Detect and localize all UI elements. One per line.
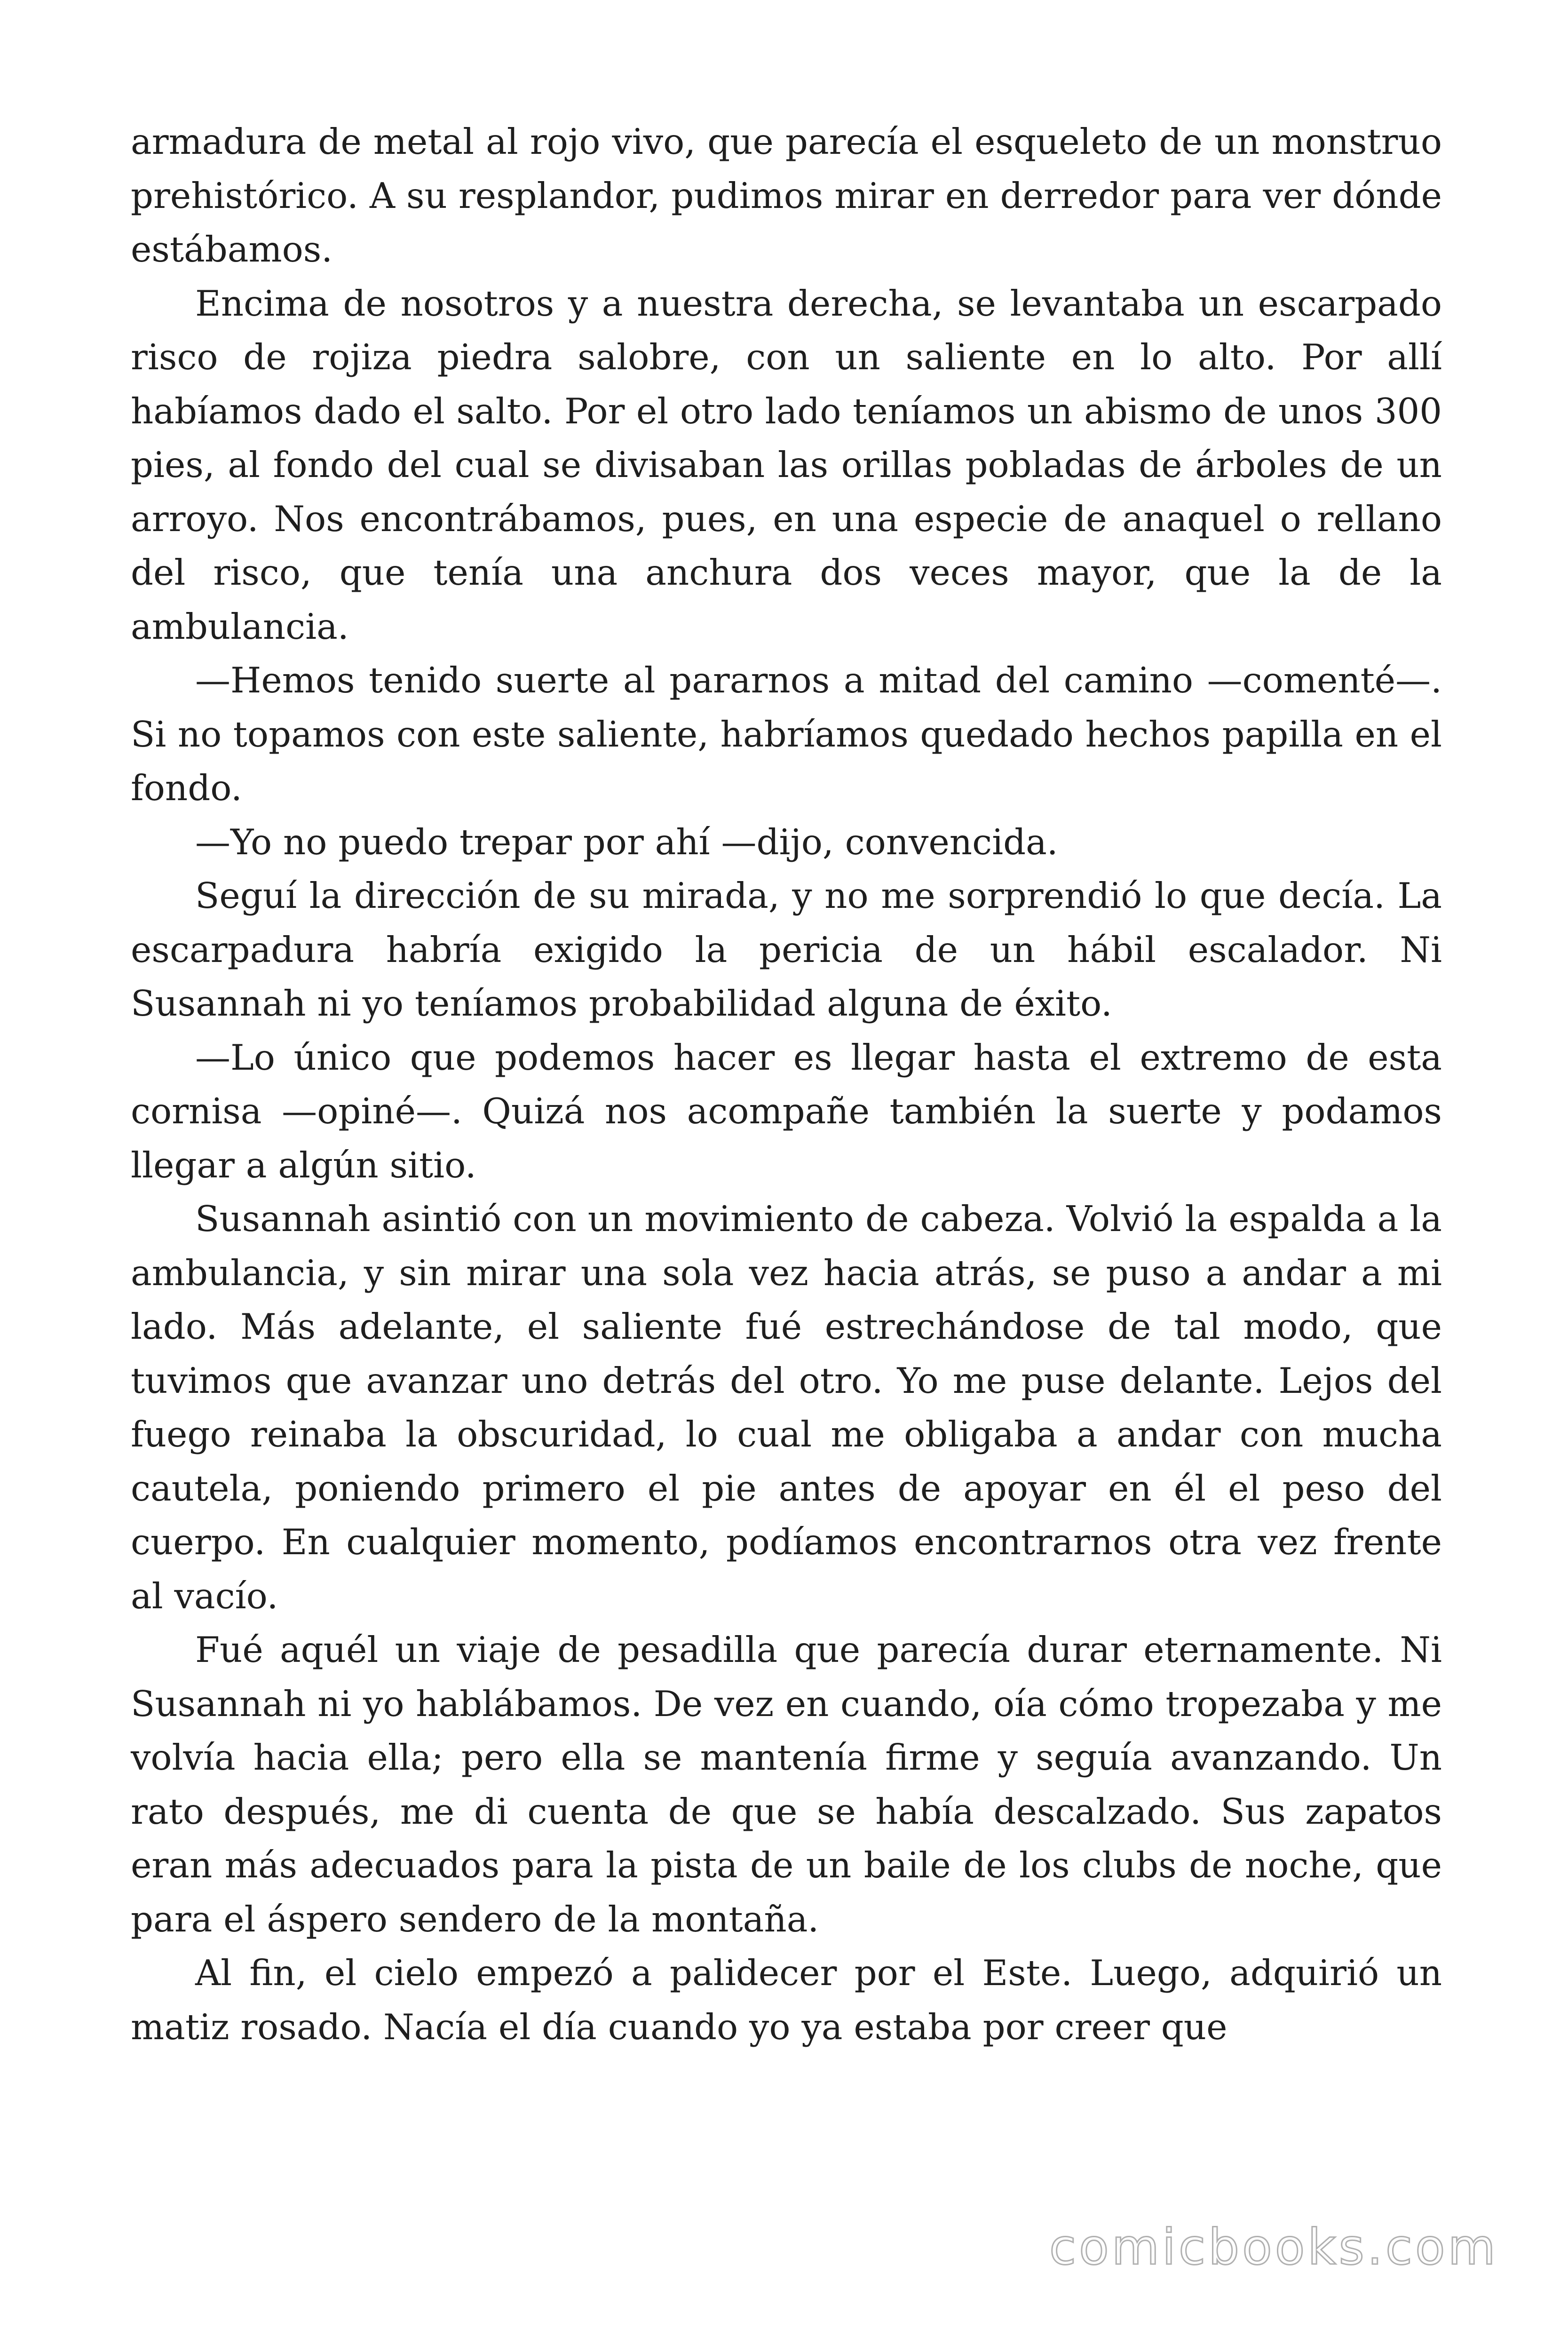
- paragraph: Al fin, el cielo empezó a palidecer por el Este. Luego, adquirió un matiz rosado. Nacía el día cuando yo ya estaba por creer que: [131, 1952, 1442, 2048]
- paragraph-dialogue: —Yo no puedo trepar por ahí —dijo, convencida.: [195, 821, 1058, 863]
- page-body-text: [131, 115, 1442, 2054]
- paragraph-dialogue: —Hemos tenido suerte al pararnos a mitad del camino —comenté—. Si no topamos con este saliente, habríamos quedado hechos papilla en el fondo.: [131, 660, 1442, 809]
- paragraph: Seguí la dirección de su mirada, y no me sorprendió lo que decía. La escarpadura habría exigido la pericia de un hábil escalador. Ni Susannah ni yo teníamos probabilidad alguna de éxito.: [131, 875, 1442, 1024]
- paragraph-dialogue: —Lo único que podemos hacer es llegar hasta el extremo de esta cornisa —opiné—. Quizá nos acompañe también la suerte y podamos llegar a algún sitio.: [131, 1036, 1442, 1186]
- paragraph: Fué aquél un viaje de pesadilla que parecía durar eternamente. Ni Susannah ni yo hablábamos. De vez en cuando, oía cómo tropezaba y me volvía hacia ella; pero ella se mantenía firme y seguía avanzando. Un rato después, me di cuenta de que se había descalzado. Sus zapatos eran más adecuados para la pista de un baile de los clubs de noche, que para el áspero sendero de la montaña.: [131, 1629, 1442, 1940]
- paragraph: Susannah asintió con un movimiento de cabeza. Volvió la espalda a la ambulancia, y sin mirar una sola vez hacia atrás, se puso a andar a mi lado. Más adelante, el saliente fué estrechándose de tal modo, que tuvimos que avanzar uno detrás del otro. Yo me puse delante. Lejos del fuego reinaba la obscuridad, lo cual me obligaba a andar con mucha cautela, poniendo primero el pie antes de apoyar en él el peso del cuerpo. En cualquier momento, podíamos encontrarnos otra vez frente al vacío.: [131, 1198, 1442, 1617]
- watermark: comicbooks.com: [1049, 2218, 1498, 2276]
- paragraph: Encima de nosotros y a nuestra derecha, se levantaba un escarpado risco de rojiza piedra salobre, con un saliente en lo alto. Por allí habíamos dado el salto. Por el otro lado teníamos un abismo de unos 300 pies, al fondo del cual se divisaban las orillas pobladas de árboles de un arroyo. Nos encontrábamos, pues, en una especie de anaquel o rellano del risco, que tenía una anchura dos veces mayor, que la de la ambulancia.: [131, 282, 1442, 647]
- paragraph-continued: armadura de metal al rojo vivo, que parecía el esqueleto de un monstruo prehistórico. A su resplandor, pudimos mirar en derredor para ver dónde estábamos.: [131, 121, 1442, 270]
